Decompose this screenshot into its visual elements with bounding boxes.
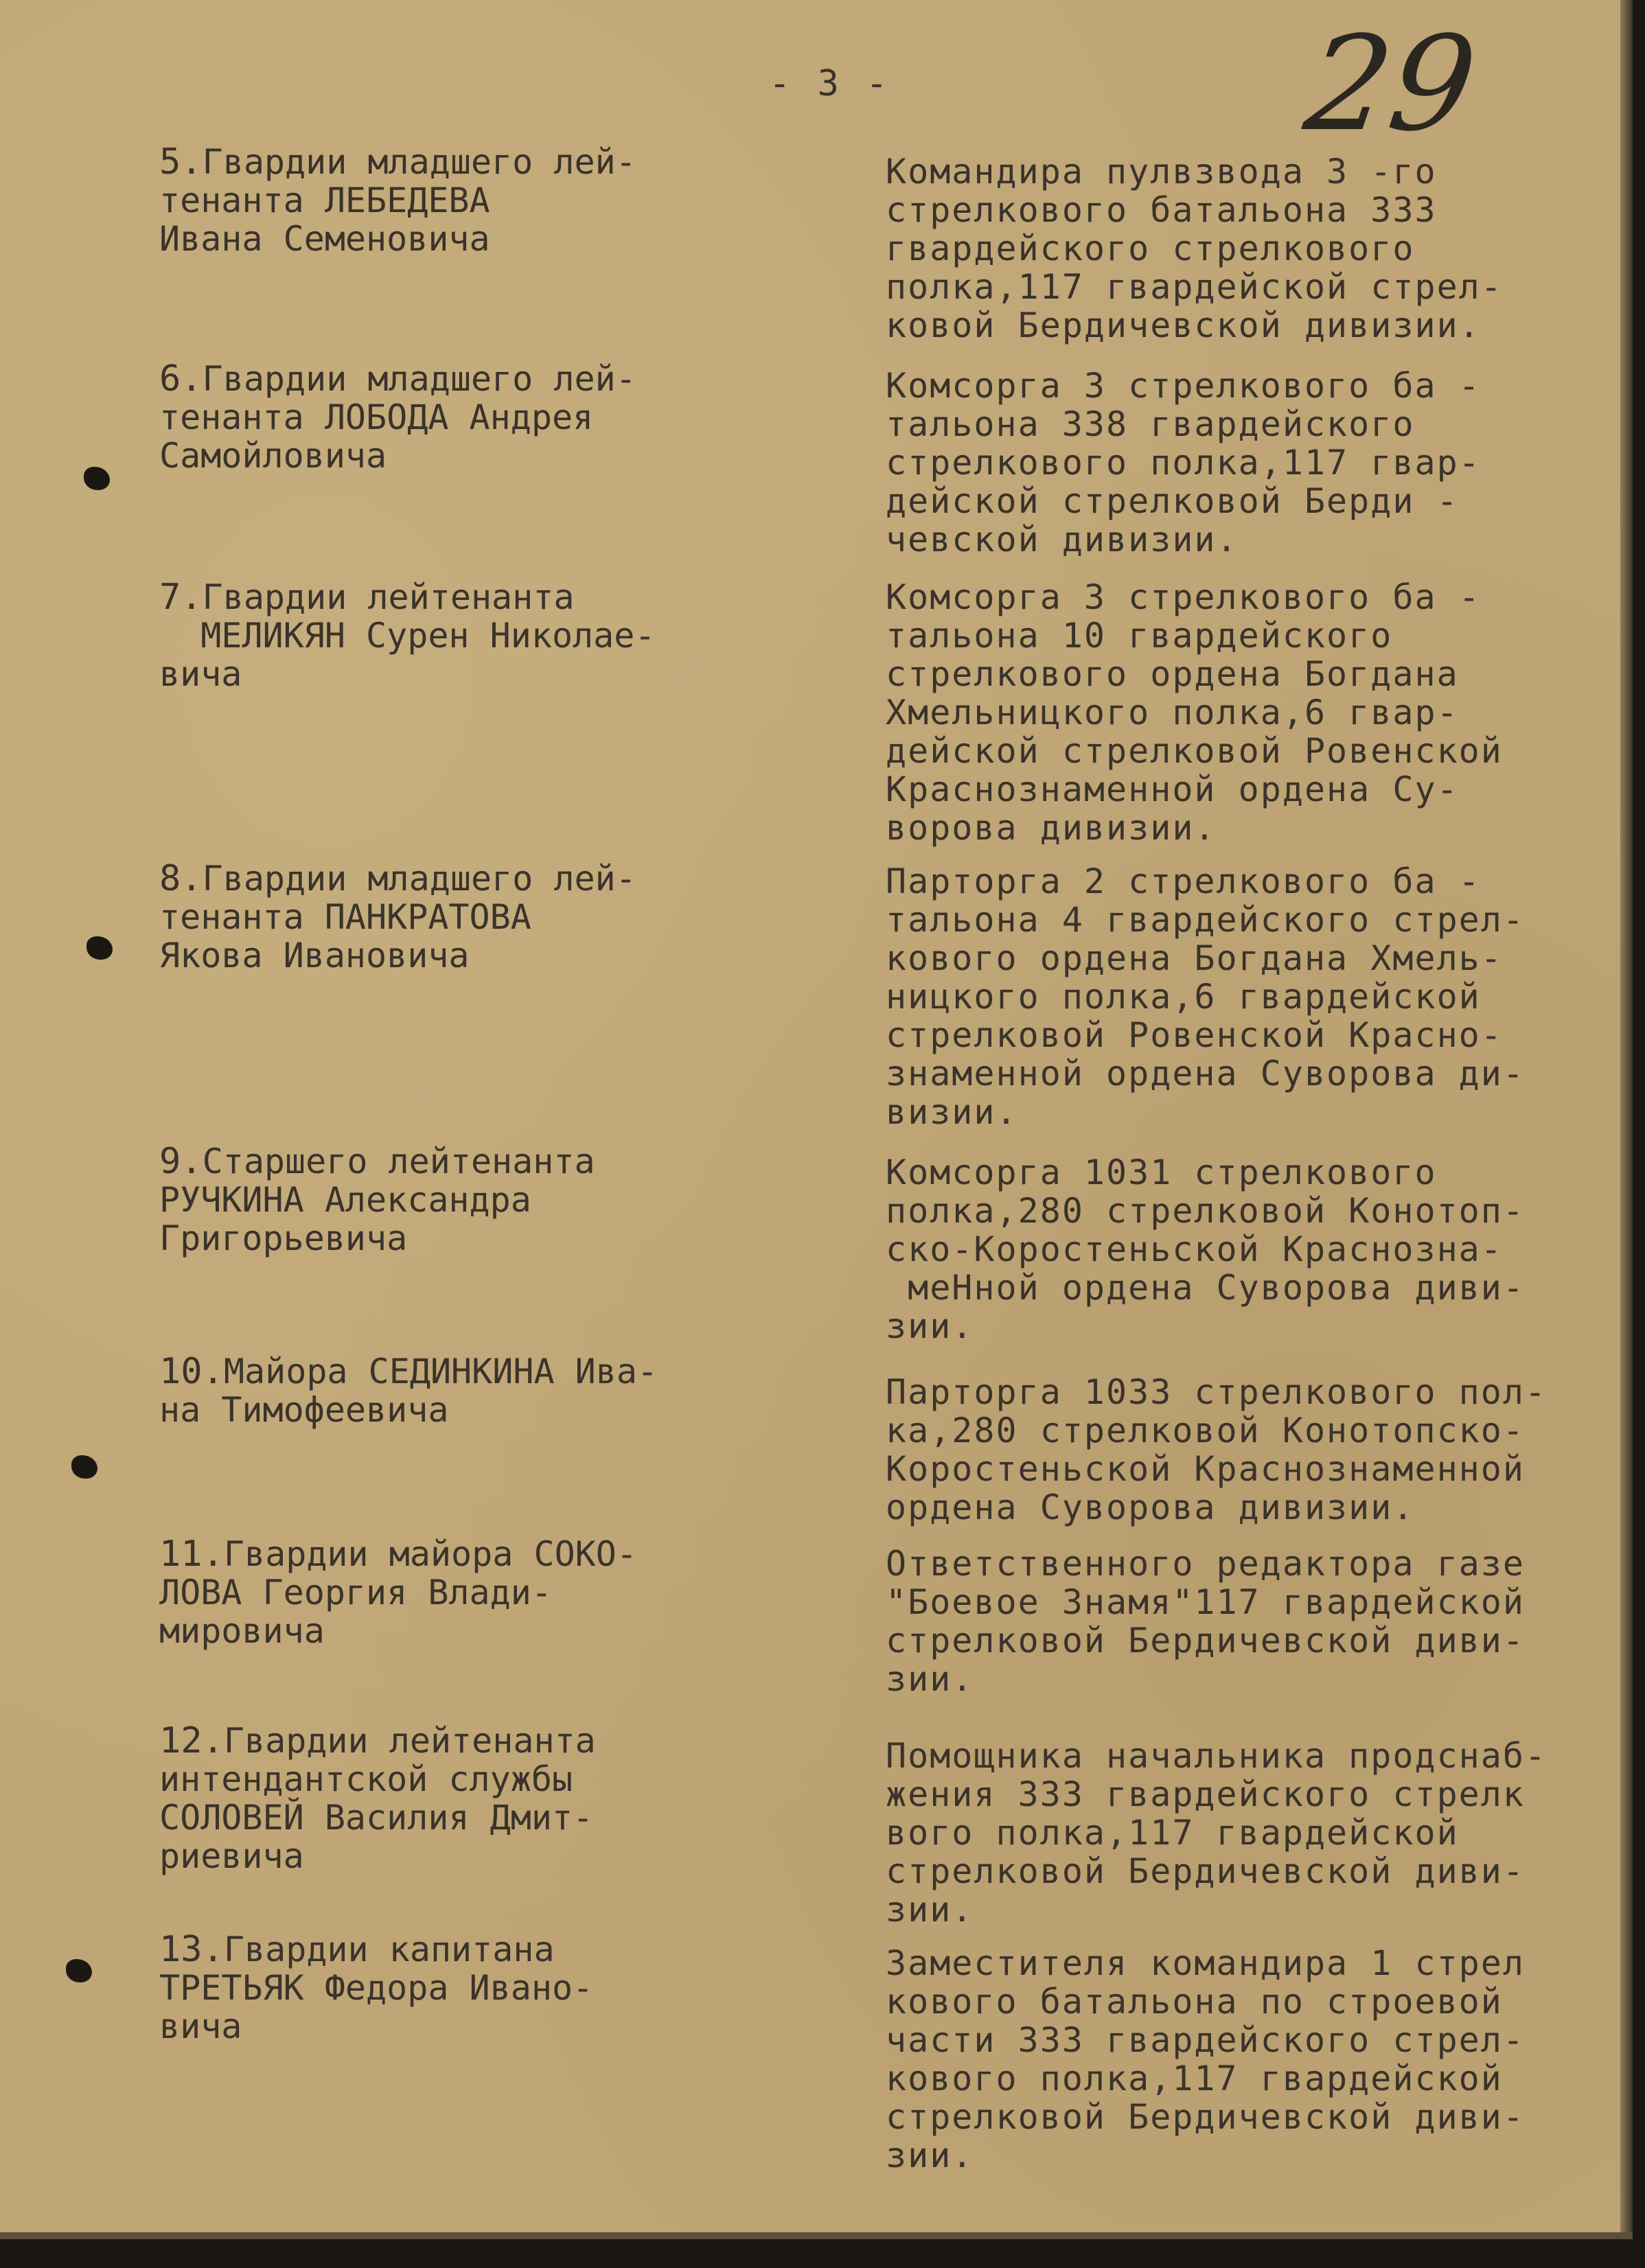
entry-10-position: Парторга 1033 стрелкового пол- ка,280 стрелковой Конотопско- Коростеньской Краснознаменной ордена Суворова дивизии.	[886, 1372, 1548, 1527]
entry-person-text: Гвардии младшего лей- тенанта ЛЕБЕДЕВА Ивана Семеновича	[159, 142, 636, 259]
entry-number: 6.	[159, 358, 203, 400]
entry-6-position: Комсорга 3 стрелкового ба - тальона 338 гвардейского стрелкового полка,117 гвар- дейской стрелковой Берди - чевской дивизии.	[886, 366, 1481, 559]
entry-12-person	[159, 1722, 777, 1875]
entry-9-position: Комсорга 1031 стрелкового полка,280 стрелковой Конотоп- ско-Коростеньской Краснозна- меНной ордена Суворова диви- зии.	[886, 1153, 1525, 1346]
entry-8-position: Парторга 2 стрелкового ба - тальона 4 гвардейского стрел- кового ордена Богдана Хмель- ницкого полка,6 гвардейской стрелковой Ровенской Красно- знаменной ордена Суворова ди- визии.	[886, 861, 1525, 1132]
punch-hole	[71, 1455, 97, 1479]
page-bottom-shadow	[0, 2232, 1633, 2239]
entry-number: 10.	[159, 1351, 224, 1392]
entry-12-position: Помощника начальника продснаб- жения 333 гвардейского стрелк вого полка,117 гвардейской стрелковой Бердичевской диви- зии.	[886, 1736, 1548, 1930]
entry-person-text: Майора СЕДИНКИНА Ива- на Тимофеевича	[159, 1352, 658, 1430]
entry-11-position: Ответственного редактора газе "Боевое Знамя"117 гвардейской стрелковой Бердичевской диви- зии.	[886, 1544, 1525, 1699]
entry-person-text: Гвардии лейтенанта интендантской службы СОЛОВЕЙ Василия Дмит- риевича	[159, 1721, 596, 1876]
punch-hole	[87, 936, 113, 960]
entry-7-person	[159, 578, 777, 693]
page-number: - 3 -	[769, 63, 890, 104]
entry-10-person	[159, 1352, 777, 1429]
entry-number: 12.	[159, 1720, 224, 1761]
entry-13-position: Заместителя командира 1 стрел кового батальона по строевой части 333 гвардейского стрел- кового полка,117 гвардейской стрелковой Бердичевской диви- зии.	[886, 1943, 1525, 2175]
entry-9-person	[159, 1142, 777, 1258]
entry-person-text: Гвардии капитана ТРЕТЬЯК Федора Ивано- вича	[159, 1930, 594, 2046]
punch-hole	[84, 467, 110, 490]
punch-hole	[66, 1959, 92, 1982]
entry-person-text: Старшего лейтенанта РУЧКИНА Александра Григорьевича	[159, 1142, 595, 1258]
entry-number: 5.	[159, 141, 203, 183]
handwritten-archive-number: 29	[1297, 8, 1485, 160]
page-edge-shadow	[1620, 0, 1633, 2239]
entry-number: 11.	[159, 1534, 224, 1575]
entry-13-person	[159, 1930, 777, 2046]
entry-number: 13.	[159, 1929, 224, 1970]
entry-person-text: Гвардии младшего лей- тенанта ПАНКРАТОВА Якова Ивановича	[159, 859, 636, 975]
entry-5-person	[159, 143, 777, 258]
entry-11-person	[159, 1535, 777, 1650]
entry-number: 7.	[159, 577, 203, 618]
entry-6-person	[159, 360, 777, 475]
entry-5-position: Командира пулвзвода 3 -го стрелкового батальона 333 гвардейского стрелкового полка,117 гвардейской стрел- ковой Бердичевской дивизии.	[886, 152, 1503, 345]
entry-8-person	[159, 859, 777, 975]
entry-7-position: Комсорга 3 стрелкового ба - тальона 10 гвардейского стрелкового ордена Богдана Хмельницкого полка,6 гвар- дейской стрелковой Ровенской Краснознаменной ордена Су- ворова дивизии.	[886, 577, 1503, 848]
entry-number: 8.	[159, 858, 203, 899]
entry-person-text: Гвардии младшего лей- тенанта ЛОБОДА Андрея Самойловича	[159, 359, 636, 476]
entry-person-text: Гвардии лейтенанта МЕЛИКЯН Сурен Николае- вича	[159, 577, 656, 694]
entry-person-text: Гвардии майора СОКО- ЛОВА Георгия Влади- мировича	[159, 1534, 637, 1651]
entry-number: 9.	[159, 1141, 203, 1182]
